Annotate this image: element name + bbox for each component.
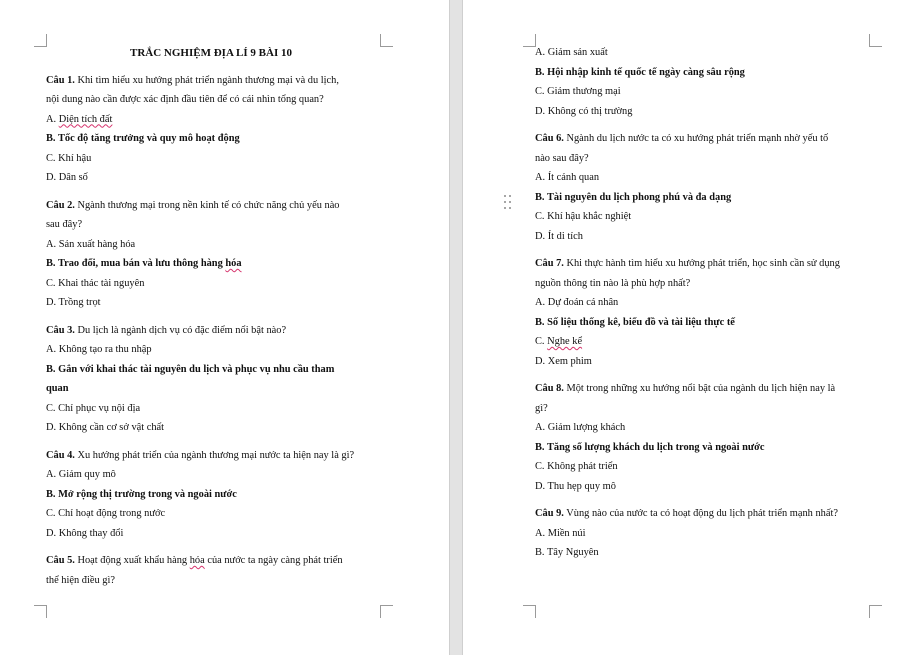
question-line: Ngành du lịch nước ta có xu hướng phát triển mạnh nhờ yếu tố — [563, 133, 829, 144]
question-line: Vùng nào của nước ta có hoạt động du lịch phát triển mạnh nhất? — [563, 508, 838, 519]
question-line: Khi tìm hiểu xu hướng phát triển ngành thương mại và du lịch, — [74, 74, 339, 86]
question-line: nội dung nào cần được xác định đầu tiên để có cái nhìn tổng quan? — [46, 94, 324, 105]
option-a: A. Giảm sản xuất — [535, 47, 608, 58]
question-4 — [46, 446, 376, 544]
option-b: B. Hội nhập kinh tế quốc tế ngày càng sâu rộng — [535, 66, 745, 78]
question-text — [535, 129, 870, 149]
option-d: D. Không cần cơ sở vật chất — [46, 422, 165, 433]
question-line: Du lịch là ngành dịch vụ có đặc điểm nổi bật nào? — [74, 324, 287, 336]
question-line: nào sau đây? — [535, 152, 589, 164]
option-a: A. Miền núi — [535, 527, 586, 539]
question-label: Câu 1. — [46, 74, 75, 86]
option-prefix: A. — [46, 113, 59, 125]
option-c: C. Giảm thương mại — [535, 86, 621, 97]
page-content[interactable] — [46, 44, 376, 598]
question-label: Câu 8. — [535, 383, 564, 394]
drag-handle-icon[interactable] — [504, 195, 512, 210]
option-c: C. Chỉ hoạt động trong nước — [46, 508, 166, 519]
spelling-flag[interactable]: hóa — [225, 258, 242, 269]
question-8 — [535, 379, 870, 496]
question-text — [46, 321, 376, 341]
crop-mark — [869, 605, 882, 618]
question-1 — [46, 71, 376, 188]
crop-mark — [523, 605, 536, 618]
question-text — [535, 379, 870, 399]
option-d: D. Trồng trọt — [46, 297, 101, 308]
page-gap — [449, 0, 463, 655]
option-b: B. Tài nguyên du lịch phong phú và đa dạng — [535, 191, 732, 203]
question-5-options — [535, 43, 870, 121]
option-prefix: B. Trao đổi, mua bán và lưu thông hàng — [46, 258, 226, 269]
option-b: B. Tăng số lượng khách du lịch trong và ngoài nước — [535, 441, 765, 453]
document-title: TRẮC NGHIỆM ĐỊA LÍ 9 BÀI 10 — [130, 47, 292, 59]
option-c: C. Khí hậu khắc nghiệt — [535, 211, 632, 222]
option-c: C. Khai thác tài nguyên — [46, 277, 145, 289]
question-label: Câu 9. — [535, 508, 564, 519]
question-line: gì? — [535, 402, 548, 414]
question-text — [46, 71, 376, 91]
spelling-flag[interactable]: Diện tích đất — [58, 113, 113, 125]
option-c: C. Không phát triển — [535, 461, 618, 472]
option-a: A. Ít cảnh quan — [535, 172, 600, 183]
option-d: D. Xem phim — [535, 355, 592, 367]
option-d: D. Không có thị trường — [535, 105, 633, 117]
question-text — [46, 196, 376, 216]
question-text — [535, 254, 870, 274]
question-text — [535, 504, 870, 524]
question-line: thể hiện điều gì? — [46, 574, 115, 586]
option-a: A. Giảm quy mô — [46, 469, 116, 480]
option-b: B. Tây Nguyên — [535, 547, 599, 558]
question-6 — [535, 129, 870, 246]
question-label: Câu 4. — [46, 449, 75, 461]
crop-mark — [380, 605, 393, 618]
option-b: B. Mở rộng thị trường trong và ngoài nước — [46, 488, 237, 500]
option-d: D. Không thay đổi — [46, 527, 124, 539]
question-line: Ngành thương mại trong nền kinh tế có chức năng chủ yếu nào — [74, 199, 340, 211]
document-page-right — [463, 0, 914, 655]
option-a: A. Dự đoán cá nhân — [535, 297, 619, 308]
crop-mark — [380, 34, 393, 47]
question-label: Câu 5. — [46, 555, 75, 566]
question-label: Câu 2. — [46, 199, 75, 211]
option-b-continued: quan — [46, 383, 69, 394]
spelling-flag[interactable]: hóa — [189, 555, 205, 566]
option-a: A. Giảm lượng khách — [535, 422, 626, 433]
page-content[interactable] — [535, 43, 870, 571]
question-line: của nước ta ngày càng phát triển — [204, 555, 343, 566]
option-c: C. Chỉ phục vụ nội địa — [46, 402, 141, 414]
option-d: D. Ít di tích — [535, 230, 583, 242]
crop-mark — [869, 34, 882, 47]
question-text — [46, 551, 376, 571]
question-line: Khi thực hành tìm hiểu xu hướng phát triển, học sinh cần sử dụng — [563, 258, 840, 269]
option-b: B. Tốc độ tăng trưởng và quy mô hoạt động — [46, 133, 240, 144]
option-d: D. Dân số — [46, 172, 88, 183]
option-b: B. Gắn với khai thác tài nguyên du lịch và phục vụ nhu cầu tham — [46, 363, 335, 375]
question-7 — [535, 254, 870, 371]
option-a: A. Không tạo ra thu nhập — [46, 344, 152, 355]
option-a: A. Sản xuất hàng hóa — [46, 238, 136, 250]
question-5 — [46, 551, 376, 590]
question-line: sau đây? — [46, 219, 83, 230]
question-2 — [46, 196, 376, 313]
option-prefix: C. — [535, 336, 548, 347]
question-9 — [535, 504, 870, 563]
spelling-flag[interactable]: Nghe kể — [547, 336, 583, 347]
question-line: nguồn thông tin nào là phù hợp nhất? — [535, 277, 691, 289]
question-text — [46, 446, 376, 466]
option-d: D. Thu hẹp quy mô — [535, 480, 616, 492]
option-b — [46, 254, 376, 274]
question-label: Câu 7. — [535, 258, 564, 269]
question-label: Câu 6. — [535, 133, 564, 144]
document-page-left — [0, 0, 449, 655]
option-b: B. Số liệu thống kê, biểu đồ và tài liệu thực tế — [535, 316, 735, 328]
option-c — [535, 332, 870, 352]
question-line: Một trong những xu hướng nổi bật của ngành du lịch hiện nay là — [563, 383, 836, 394]
option-c: C. Khí hậu — [46, 152, 92, 164]
option-a — [46, 110, 376, 130]
question-line: Hoạt động xuất khẩu hàng — [74, 555, 190, 566]
question-line: Xu hướng phát triển của ngành thương mại nước ta hiện nay là gì? — [74, 449, 355, 461]
question-label: Câu 3. — [46, 324, 75, 336]
question-3 — [46, 321, 376, 438]
crop-mark — [34, 605, 47, 618]
